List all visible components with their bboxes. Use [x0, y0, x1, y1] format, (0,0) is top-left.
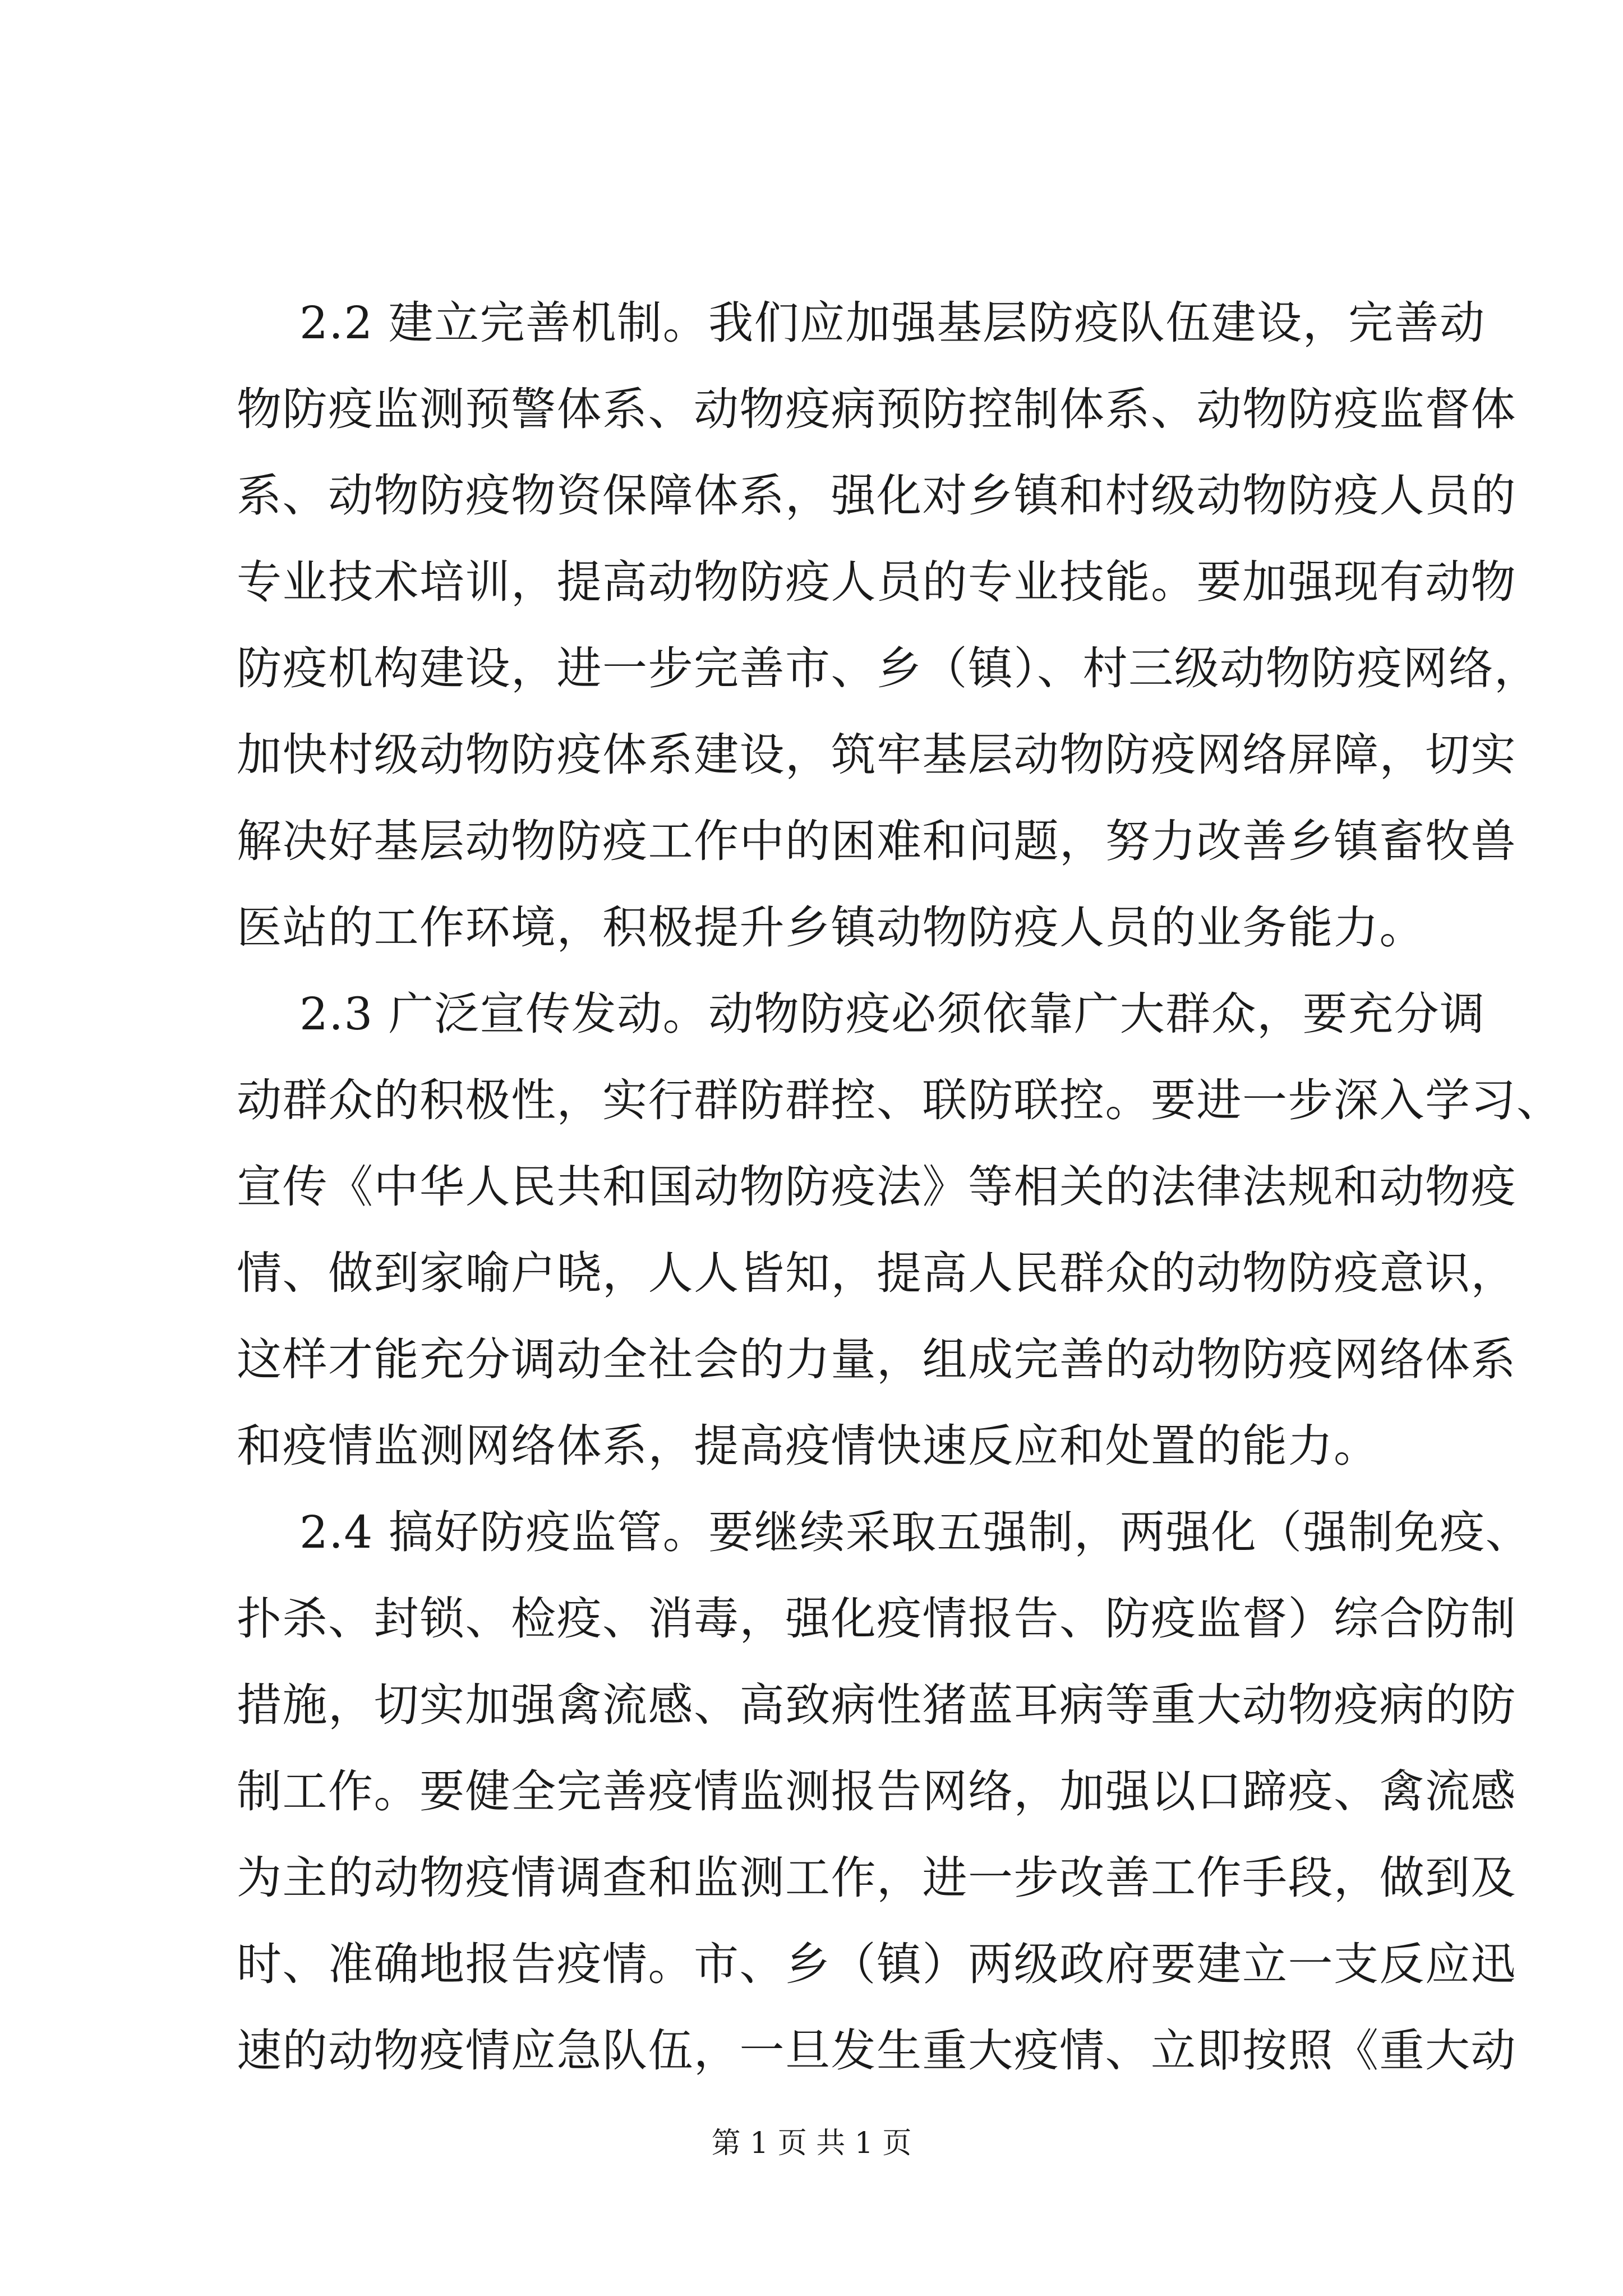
- paragraph-2-2-line-7: 解决好基层动物防疫工作中的困难和问题，努力改善乡镇畜牧兽: [237, 815, 1516, 867]
- paragraph-2-2-line-8: 医站的工作环境，积极提升乡镇动物防疫人员的业务能力。: [237, 901, 1425, 954]
- paragraph-2-4-line-4: 制工作。要健全完善疫情监测报告网络，加强以口蹄疫、禽流感: [237, 1765, 1516, 1818]
- paragraph-2-2-line-4: 专业技术培训，提高动物防疫人员的专业技能。要加强现有动物: [237, 556, 1516, 608]
- paragraph-2-4-line-1: 2.4 搞好防疫监管。要继续采取五强制，两强化（强制免疫、: [299, 1506, 1532, 1558]
- page-footer: 第 1 页 共 1 页: [711, 2127, 912, 2160]
- paragraph-2-3-line-2: 动群众的积极性，实行群防群控、联防联控。要进一步深入学习、: [237, 1074, 1562, 1126]
- paragraph-2-2-line-3: 系、动物防疫物资保障体系，强化对乡镇和村级动物防疫人员的: [237, 470, 1516, 522]
- paragraph-2-2-line-6: 加快村级动物防疫体系建设，筑牢基层动物防疫网络屏障，切实: [237, 729, 1516, 781]
- paragraph-2-3-line-4: 情、做到家喻户晓，人人皆知，提高人民群众的动物防疫意识，: [237, 1247, 1516, 1299]
- paragraph-2-4-line-7: 速的动物疫情应急队伍，一旦发生重大疫情、立即按照《重大动: [237, 2024, 1516, 2077]
- paragraph-2-2-line-5: 防疫机构建设，进一步完善市、乡（镇）、村三级动物防疫网络，: [237, 642, 1540, 694]
- paragraph-2-4-line-2: 扑杀、封锁、检疫、消毒，强化疫情报告、防疫监督）综合防制: [237, 1593, 1516, 1645]
- paragraph-2-2-line-2: 物防疫监测预警体系、动物疫病预防控制体系、动物防疫监督体: [237, 383, 1516, 435]
- paragraph-2-3-line-6: 和疫情监测网络体系，提高疫情快速反应和处置的能力。: [237, 1420, 1380, 1472]
- paragraph-2-4-line-3: 措施，切实加强禽流感、高致病性猪蓝耳病等重大动物疫病的防: [237, 1679, 1516, 1731]
- paragraph-2-2-line-1: 2.2 建立完善机制。我们应加强基层防疫队伍建设，完善动: [299, 297, 1486, 349]
- paragraph-2-4-line-5: 为主的动物疫情调查和监测工作，进一步改善工作手段，做到及: [237, 1852, 1516, 1904]
- paragraph-2-3-line-5: 这样才能充分调动全社会的力量，组成完善的动物防疫网络体系: [237, 1333, 1516, 1386]
- paragraph-2-3-line-3: 宣传《中华人民共和国动物防疫法》等相关的法律法规和动物疫: [237, 1161, 1516, 1213]
- paragraph-2-3-line-1: 2.3 广泛宣传发动。动物防疫必须依靠广大群众，要充分调: [299, 988, 1486, 1040]
- paragraph-2-4-line-6: 时、准确地报告疫情。市、乡（镇）两级政府要建立一支反应迅: [237, 1938, 1516, 1990]
